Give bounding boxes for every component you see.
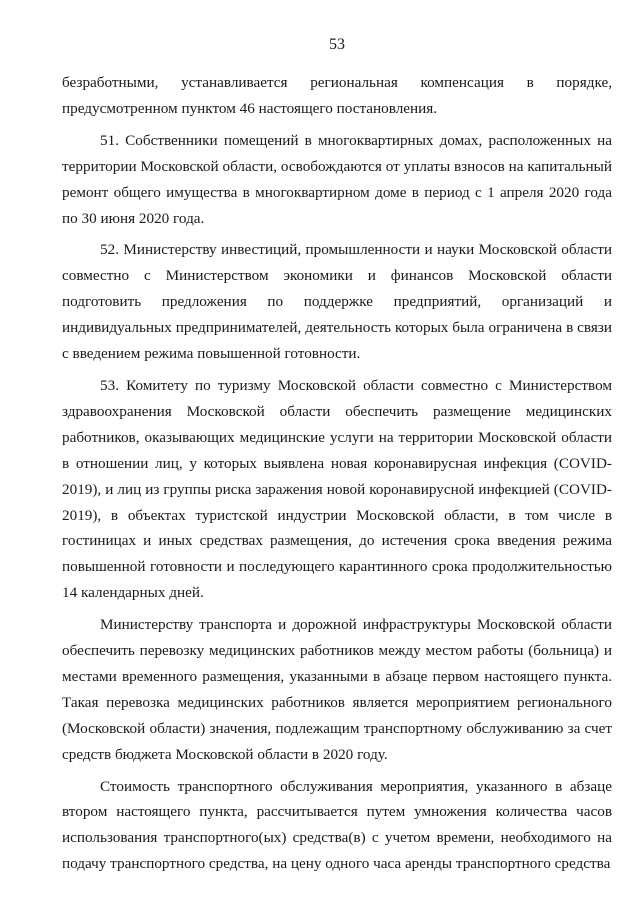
paragraph-51: 51. Собственники помещений в многоквартирных домах, расположенных на территории Московской области, освобождаются от уплаты взносов на капитальный ремонт общего имущества в многоквартирном доме в период с 1 апреля 2020 года по 30 июня 2020 года.: [62, 131, 612, 227]
page-number: 53: [329, 36, 345, 53]
paragraph-53-cost: Стоимость транспортного обслуживания мероприятия, указанного в абзаце втором настоящего пункта, рассчитывается путем умножения количества часов использования транспортного(ых) средства(в) с учетом времени, необходимого на подачу транспортного средства, на цену одного часа аренды транспортного средства: [62, 777, 612, 873]
paragraph-53-transport: Министерству транспорта и дорожной инфраструктуры Московской области обеспечить перевозку медицинских работников между местом работы (больница) и местами временного размещения, указанными в абзаце первом настоящего пункта. Такая перевозка медицинских работников является мероприятием регионального (Московской области) значения, подлежащим транспортному обслуживанию за счет средств бюджета Московской области в 2020 году.: [62, 616, 612, 763]
document-body: [62, 70, 612, 877]
paragraph-continued: безработными, устанавливается региональная компенсация в порядке, предусмотренном пунктом 46 настоящего постановления.: [62, 74, 612, 117]
paragraph-52: 52. Министерству инвестиций, промышленности и науки Московской области совместно с Министерством экономики и финансов Московской области подготовить предложения по поддержке предприятий, организаций и индивидуальных предпринимателей, деятельность которых была ограничена в связи с введением режима повышенной готовности.: [62, 241, 612, 363]
paragraph-53: 53. Комитету по туризму Московской области совместно с Министерством здравоохранения Московской области обеспечить размещение медицинских работников, оказывающих медицинские услуги на территории Московской области в отношении лиц, у которых выявлена новая коронавирусная инфекция (COVID-2019), и лиц из группы риска заражения новой коронавирусной инфекцией (COVID-2019), в объектах туристской индустрии Московской области, в том числе в гостиницах и иных средствах размещения, до истечения срока введения режима повышенной готовности и последующего карантинного срока продолжительностью 14 календарных дней.: [62, 376, 612, 602]
